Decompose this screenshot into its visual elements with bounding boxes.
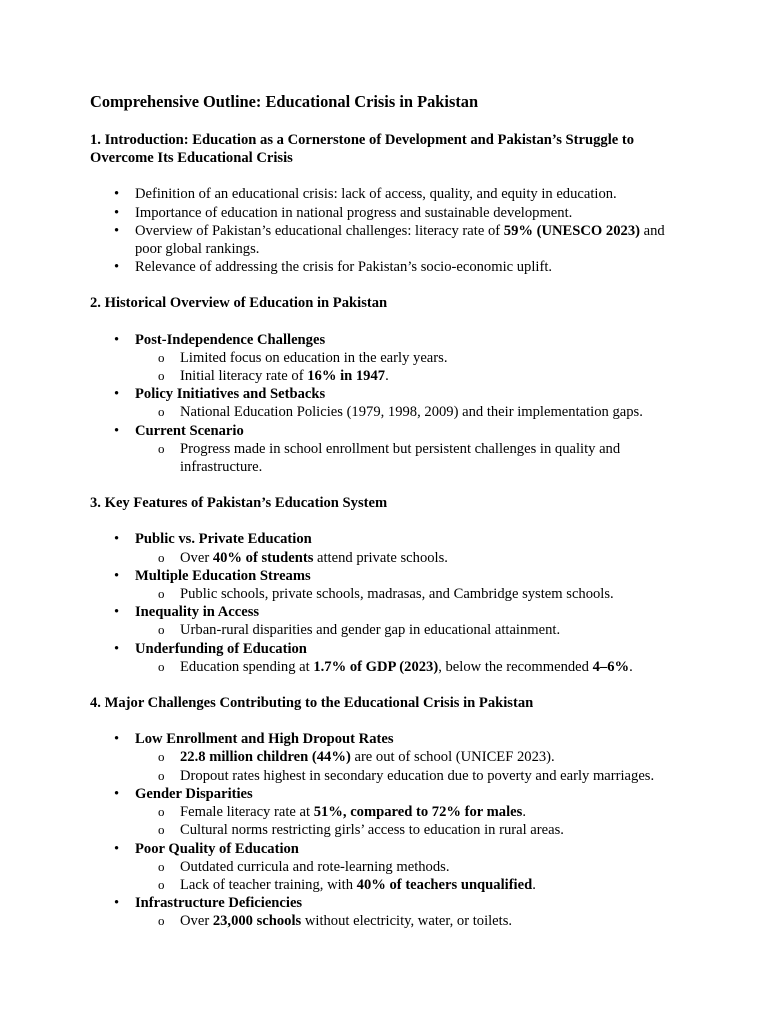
sub-list-item (135, 803, 678, 821)
text-run: . (629, 658, 633, 675)
document-body (90, 131, 678, 931)
sub-list-item (135, 858, 678, 876)
sub-list-item (135, 876, 678, 894)
text-run: Over (180, 549, 213, 566)
sub-list-item (135, 767, 678, 785)
bullet-list (90, 185, 678, 276)
bullet-marker: • (114, 222, 120, 239)
list-item-text (135, 895, 302, 911)
bullet-marker: • (114, 331, 120, 348)
sub-list-item-text (180, 550, 448, 566)
sub-list-item (135, 549, 678, 567)
sub-list (135, 858, 678, 894)
sub-list-item (135, 621, 678, 639)
sub-list-item (135, 403, 678, 421)
sub-list-item-text (180, 659, 633, 675)
sub-list (135, 803, 678, 839)
sub-list-item-text (180, 859, 449, 875)
bullet-marker: o (158, 822, 165, 838)
sub-list-item (135, 658, 678, 676)
text-run: and poor global rankings. (135, 222, 665, 258)
sub-list-item (135, 367, 678, 385)
bullet-marker: o (158, 767, 165, 783)
list-item (90, 840, 678, 895)
bold-text-run: Post-Independence Challenges (135, 331, 326, 348)
sub-list (135, 349, 678, 385)
bold-text-run: Gender Disparities (135, 785, 253, 802)
text-run: Public schools, private schools, madrasas, and Cambridge system schools. (180, 586, 614, 603)
text-run: Dropout rates highest in secondary education due to poverty and early marriages. (180, 767, 655, 784)
bullet-marker: • (114, 531, 120, 548)
bullet-marker: • (114, 422, 120, 439)
sub-list (135, 748, 678, 784)
bullet-marker: • (114, 259, 120, 276)
sub-list-item-text (180, 768, 654, 784)
text-run: Limited focus on education in the early years. (180, 349, 448, 366)
bullet-marker: o (158, 622, 165, 638)
text-run: Female literacy rate at (180, 804, 314, 821)
bold-text-run: 1.7% of GDP (2023) (313, 658, 439, 675)
bold-text-run: Current Scenario (135, 422, 244, 439)
bullet-marker: • (114, 785, 120, 802)
sub-list-item-text (180, 822, 564, 838)
list-item (90, 567, 678, 603)
text-run: Over (180, 913, 213, 930)
bold-text-run: Public vs. Private Education (135, 531, 312, 548)
sub-list-item-text (180, 368, 389, 384)
bullet-marker: • (114, 386, 120, 403)
list-item-text (135, 423, 244, 439)
text-run: Initial literacy rate of (180, 368, 308, 385)
sub-list-item (135, 349, 678, 367)
section-heading: 1. Introduction: Education as a Cornerstone of Development and Pakistan’s Struggle to Overcome Its Educational Crisis (90, 132, 635, 167)
text-run: Importance of education in national progress and sustainable development. (135, 204, 573, 221)
text-run: are out of school (UNICEF 2023). (350, 749, 555, 766)
sub-list-item (135, 585, 678, 603)
sub-list-item-text (180, 877, 536, 893)
list-item (90, 258, 678, 276)
sub-list-item-text (180, 441, 620, 475)
bold-text-run: Low Enrollment and High Dropout Rates (135, 731, 394, 748)
bullet-marker: o (158, 368, 165, 384)
bullet-marker: • (114, 731, 120, 748)
text-run: National Education Policies (1979, 1998, 2009) and their implementation gaps. (180, 404, 643, 421)
bold-text-run: 40% of students (212, 549, 314, 566)
text-run: Definition of an educational crisis: lack of access, quality, and equity in education. (135, 186, 617, 203)
list-item-text (135, 332, 325, 348)
list-item (90, 204, 678, 222)
text-run: Education spending at (180, 658, 314, 675)
bold-text-run: 40% of teachers unqualified (356, 876, 533, 893)
list-item (90, 331, 678, 386)
bold-text-run: 23,000 schools (212, 913, 302, 930)
text-run: . (532, 876, 536, 893)
list-item-text (135, 641, 307, 657)
list-item (90, 222, 678, 258)
bullet-marker: o (158, 549, 165, 565)
sub-list-item-text (180, 350, 447, 366)
bold-text-run: Policy Initiatives and Setbacks (135, 386, 326, 403)
list-item-text (135, 604, 259, 620)
bullet-marker: o (158, 586, 165, 602)
text-run: Outdated curricula and rote-learning methods. (180, 858, 450, 875)
list-item (90, 894, 678, 930)
sub-list-item (135, 440, 678, 476)
bullet-marker: o (158, 804, 165, 820)
bullet-marker: • (114, 567, 120, 584)
text-run: Progress made in school enrollment but persistent challenges in quality and infrastructure. (180, 440, 621, 476)
bold-text-run: Multiple Education Streams (135, 567, 311, 584)
list-item-text (135, 186, 617, 202)
list-item-text (135, 568, 311, 584)
bullet-marker: o (158, 913, 165, 929)
list-item (90, 185, 678, 203)
section-heading: 4. Major Challenges Contributing to the Educational Crisis in Pakistan (90, 695, 534, 712)
sub-list-item-text (180, 913, 512, 929)
list-item-text (135, 731, 394, 747)
sub-list-item-text (180, 404, 643, 420)
sub-list-item (135, 748, 678, 766)
bullet-marker: • (114, 186, 120, 203)
bold-text-run: 16% in 1947 (307, 368, 386, 385)
list-item (90, 730, 678, 785)
section-heading: 3. Key Features of Pakistan’s Education System (90, 495, 388, 512)
list-item-text (135, 259, 552, 275)
sub-list-item (135, 912, 678, 930)
list-item-text (135, 531, 312, 547)
text-run: , below the recommended (438, 658, 593, 675)
text-run: Urban-rural disparities and gender gap in educational attainment. (180, 622, 561, 639)
bold-text-run: 51%, compared to 72% for males (313, 804, 523, 821)
bullet-list (90, 530, 678, 676)
list-item (90, 422, 678, 477)
text-run: Lack of teacher training, with (180, 876, 357, 893)
text-run: Overview of Pakistan’s educational challenges: literacy rate of (135, 222, 504, 239)
sub-list-item-text (180, 749, 555, 765)
bullet-marker: o (158, 404, 165, 420)
list-item (90, 530, 678, 566)
bold-text-run: Infrastructure Deficiencies (135, 895, 303, 912)
list-item-text (135, 386, 325, 402)
bold-text-run: 4–6% (592, 658, 630, 675)
sub-list (135, 585, 678, 603)
document-title: Comprehensive Outline: Educational Crisis in Pakistan (90, 92, 479, 111)
bullet-list (90, 331, 678, 477)
list-item (90, 640, 678, 676)
sub-list (135, 403, 678, 421)
list-item (90, 603, 678, 639)
text-run: without electricity, water, or toilets. (301, 913, 513, 930)
bullet-marker: o (158, 658, 165, 674)
sub-list-item-text (180, 586, 614, 602)
list-item-text (135, 205, 572, 221)
sub-list (135, 549, 678, 567)
list-item-text (135, 841, 299, 857)
bold-text-run: Inequality in Access (135, 604, 260, 621)
sub-list (135, 912, 678, 930)
text-run: attend private schools. (313, 549, 448, 566)
bullet-list (90, 730, 678, 930)
list-item (90, 785, 678, 840)
sub-list-item-text (180, 804, 526, 820)
text-run: Cultural norms restricting girls’ access to education in rural areas. (180, 822, 564, 839)
bold-text-run: 59% (UNESCO 2023) (503, 222, 640, 239)
list-item (90, 385, 678, 421)
bullet-marker: • (114, 840, 120, 857)
sub-list-item (135, 821, 678, 839)
bullet-marker: • (114, 640, 120, 657)
bullet-marker: • (114, 204, 120, 221)
sub-list-item-text (180, 622, 560, 638)
section-heading: 2. Historical Overview of Education in Pakistan (90, 295, 388, 312)
bullet-marker: o (158, 876, 165, 892)
text-run: . (522, 804, 526, 821)
list-item-text (135, 223, 665, 257)
bold-text-run: Underfunding of Education (135, 640, 307, 657)
list-item-text (135, 786, 253, 802)
bold-text-run: Poor Quality of Education (135, 840, 299, 857)
bullet-marker: • (114, 604, 120, 621)
bullet-marker: o (158, 749, 165, 765)
text-run: Relevance of addressing the crisis for Pakistan’s socio-economic uplift. (135, 259, 553, 276)
sub-list (135, 440, 678, 476)
text-run: . (385, 368, 389, 385)
bullet-marker: o (158, 440, 165, 456)
bold-text-run: 22.8 million children (44%) (180, 749, 351, 766)
bullet-marker: o (158, 349, 165, 365)
bullet-marker: o (158, 858, 165, 874)
bullet-marker: • (114, 895, 120, 912)
sub-list (135, 658, 678, 676)
sub-list (135, 621, 678, 639)
